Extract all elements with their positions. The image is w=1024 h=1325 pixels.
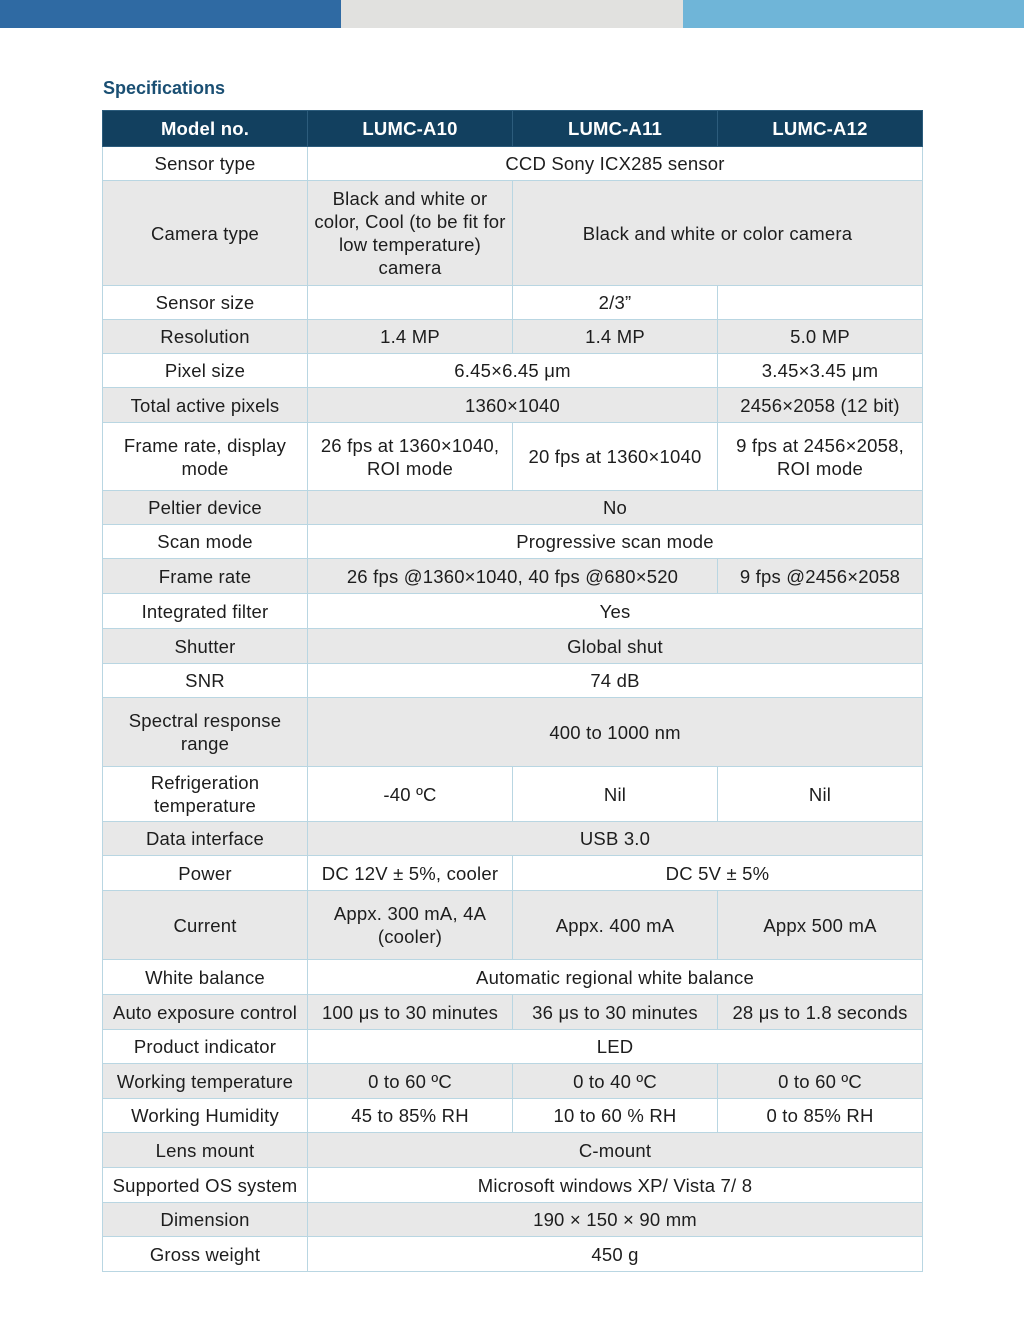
table-row xyxy=(103,856,923,891)
table-cell: 1360×1040 xyxy=(308,388,718,423)
header-model-no: Model no. xyxy=(103,111,308,147)
table-row xyxy=(103,1030,923,1064)
header-lumc-a10: LUMC-A10 xyxy=(308,111,513,147)
table-row xyxy=(103,1099,923,1133)
table-row xyxy=(103,423,923,491)
row-label: Working Humidity xyxy=(103,1099,308,1133)
table-row xyxy=(103,1133,923,1168)
table-cell: Nil xyxy=(513,767,718,822)
table-cell: 100 μs to 30 minutes xyxy=(308,995,513,1030)
table-cell: 10 to 60 % RH xyxy=(513,1099,718,1133)
row-label: Frame rate, display mode xyxy=(103,423,308,491)
row-label: Resolution xyxy=(103,320,308,354)
table-row xyxy=(103,181,923,286)
table-row xyxy=(103,354,923,388)
table-cell: 0 to 60 ºC xyxy=(308,1064,513,1099)
table-cell: 2/3” xyxy=(513,286,718,320)
row-label: Sensor type xyxy=(103,147,308,181)
table-cell: 400 to 1000 nm xyxy=(308,698,923,767)
row-label: Shutter xyxy=(103,629,308,664)
table-row xyxy=(103,1237,923,1272)
row-label: Camera type xyxy=(103,181,308,286)
table-cell: 2456×2058 (12 bit) xyxy=(718,388,923,423)
table-cell: Global shut xyxy=(308,629,923,664)
table-cell: 1.4 MP xyxy=(513,320,718,354)
table-cell: 0 to 60 ºC xyxy=(718,1064,923,1099)
page-title: Specifications xyxy=(103,78,226,98)
table-cell xyxy=(718,286,923,320)
row-label: Data interface xyxy=(103,822,308,856)
row-label: Scan mode xyxy=(103,525,308,559)
table-row xyxy=(103,388,923,423)
table-cell: 1.4 MP xyxy=(308,320,513,354)
table-cell: Black and white or color, Cool (to be fit for low temperature) camera xyxy=(308,181,513,286)
table-cell: LED xyxy=(308,1030,923,1064)
table-cell: Appx 500 mA xyxy=(718,891,923,960)
row-label: Spectral response range xyxy=(103,698,308,767)
table-row xyxy=(103,960,923,995)
table-cell: 9 fps @2456×2058 xyxy=(718,559,923,594)
table-cell: 0 to 40 ºC xyxy=(513,1064,718,1099)
table-row xyxy=(103,559,923,594)
table-row xyxy=(103,767,923,822)
table-row xyxy=(103,698,923,767)
table-row xyxy=(103,664,923,698)
row-label: Integrated filter xyxy=(103,594,308,629)
row-label: Refrigeration temperature xyxy=(103,767,308,822)
top-bar-segment-dark-blue xyxy=(0,0,341,28)
top-bar-segment-light-blue xyxy=(683,0,1024,28)
row-label: Current xyxy=(103,891,308,960)
table-cell: C-mount xyxy=(308,1133,923,1168)
table-row xyxy=(103,1168,923,1203)
table-cell: No xyxy=(308,491,923,525)
header-lumc-a12: LUMC-A12 xyxy=(718,111,923,147)
table-cell: USB 3.0 xyxy=(308,822,923,856)
table-row xyxy=(103,822,923,856)
table-cell xyxy=(308,286,513,320)
table-row xyxy=(103,320,923,354)
row-label: Peltier device xyxy=(103,491,308,525)
table-cell: 28 μs to 1.8 seconds xyxy=(718,995,923,1030)
table-row xyxy=(103,1064,923,1099)
table-row xyxy=(103,286,923,320)
table-cell: 74 dB xyxy=(308,664,923,698)
row-label: Dimension xyxy=(103,1203,308,1237)
table-cell: Microsoft windows XP/ Vista 7/ 8 xyxy=(308,1168,923,1203)
top-color-bar xyxy=(0,0,1024,28)
table-cell: 9 fps at 2456×2058, ROI mode xyxy=(718,423,923,491)
row-label: Working temperature xyxy=(103,1064,308,1099)
table-cell: 0 to 85% RH xyxy=(718,1099,923,1133)
row-label: Product indicator xyxy=(103,1030,308,1064)
table-cell: Nil xyxy=(718,767,923,822)
table-cell: Yes xyxy=(308,594,923,629)
table-header xyxy=(103,111,923,147)
table-cell: Progressive scan mode xyxy=(308,525,923,559)
table-cell: 450 g xyxy=(308,1237,923,1272)
table-cell: 190 × 150 × 90 mm xyxy=(308,1203,923,1237)
table-row xyxy=(103,147,923,181)
table-cell: -40 ºC xyxy=(308,767,513,822)
table-cell: 26 fps @1360×1040, 40 fps @680×520 xyxy=(308,559,718,594)
table-cell: 26 fps at 1360×1040, ROI mode xyxy=(308,423,513,491)
table-cell: Black and white or color camera xyxy=(513,181,923,286)
table-cell: DC 5V ± 5% xyxy=(513,856,923,891)
row-label: Pixel size xyxy=(103,354,308,388)
table-row xyxy=(103,995,923,1030)
table-cell: 45 to 85% RH xyxy=(308,1099,513,1133)
table-cell: 36 μs to 30 minutes xyxy=(513,995,718,1030)
table-row xyxy=(103,491,923,525)
table-cell: Appx. 400 mA xyxy=(513,891,718,960)
table-row xyxy=(103,525,923,559)
specifications-table xyxy=(102,110,923,1272)
row-label: Power xyxy=(103,856,308,891)
table-row xyxy=(103,1203,923,1237)
row-label: Gross weight xyxy=(103,1237,308,1272)
table-cell: 6.45×6.45 μm xyxy=(308,354,718,388)
table-header-row xyxy=(103,111,923,147)
table-cell: CCD Sony ICX285 sensor xyxy=(308,147,923,181)
table-row xyxy=(103,629,923,664)
row-label: Sensor size xyxy=(103,286,308,320)
table-row xyxy=(103,594,923,629)
table-row xyxy=(103,891,923,960)
row-label: Auto exposure control xyxy=(103,995,308,1030)
row-label: Frame rate xyxy=(103,559,308,594)
table-cell: Appx. 300 mA, 4A (cooler) xyxy=(308,891,513,960)
header-lumc-a11: LUMC-A11 xyxy=(513,111,718,147)
row-label: Total active pixels xyxy=(103,388,308,423)
row-label: Supported OS system xyxy=(103,1168,308,1203)
row-label: SNR xyxy=(103,664,308,698)
table-cell: Automatic regional white balance xyxy=(308,960,923,995)
top-bar-segment-grey xyxy=(341,0,683,28)
table-cell: 20 fps at 1360×1040 xyxy=(513,423,718,491)
row-label: White balance xyxy=(103,960,308,995)
row-label: Lens mount xyxy=(103,1133,308,1168)
table-body xyxy=(103,147,923,1272)
table-cell: DC 12V ± 5%, cooler xyxy=(308,856,513,891)
table-cell: 5.0 MP xyxy=(718,320,923,354)
table-cell: 3.45×3.45 μm xyxy=(718,354,923,388)
